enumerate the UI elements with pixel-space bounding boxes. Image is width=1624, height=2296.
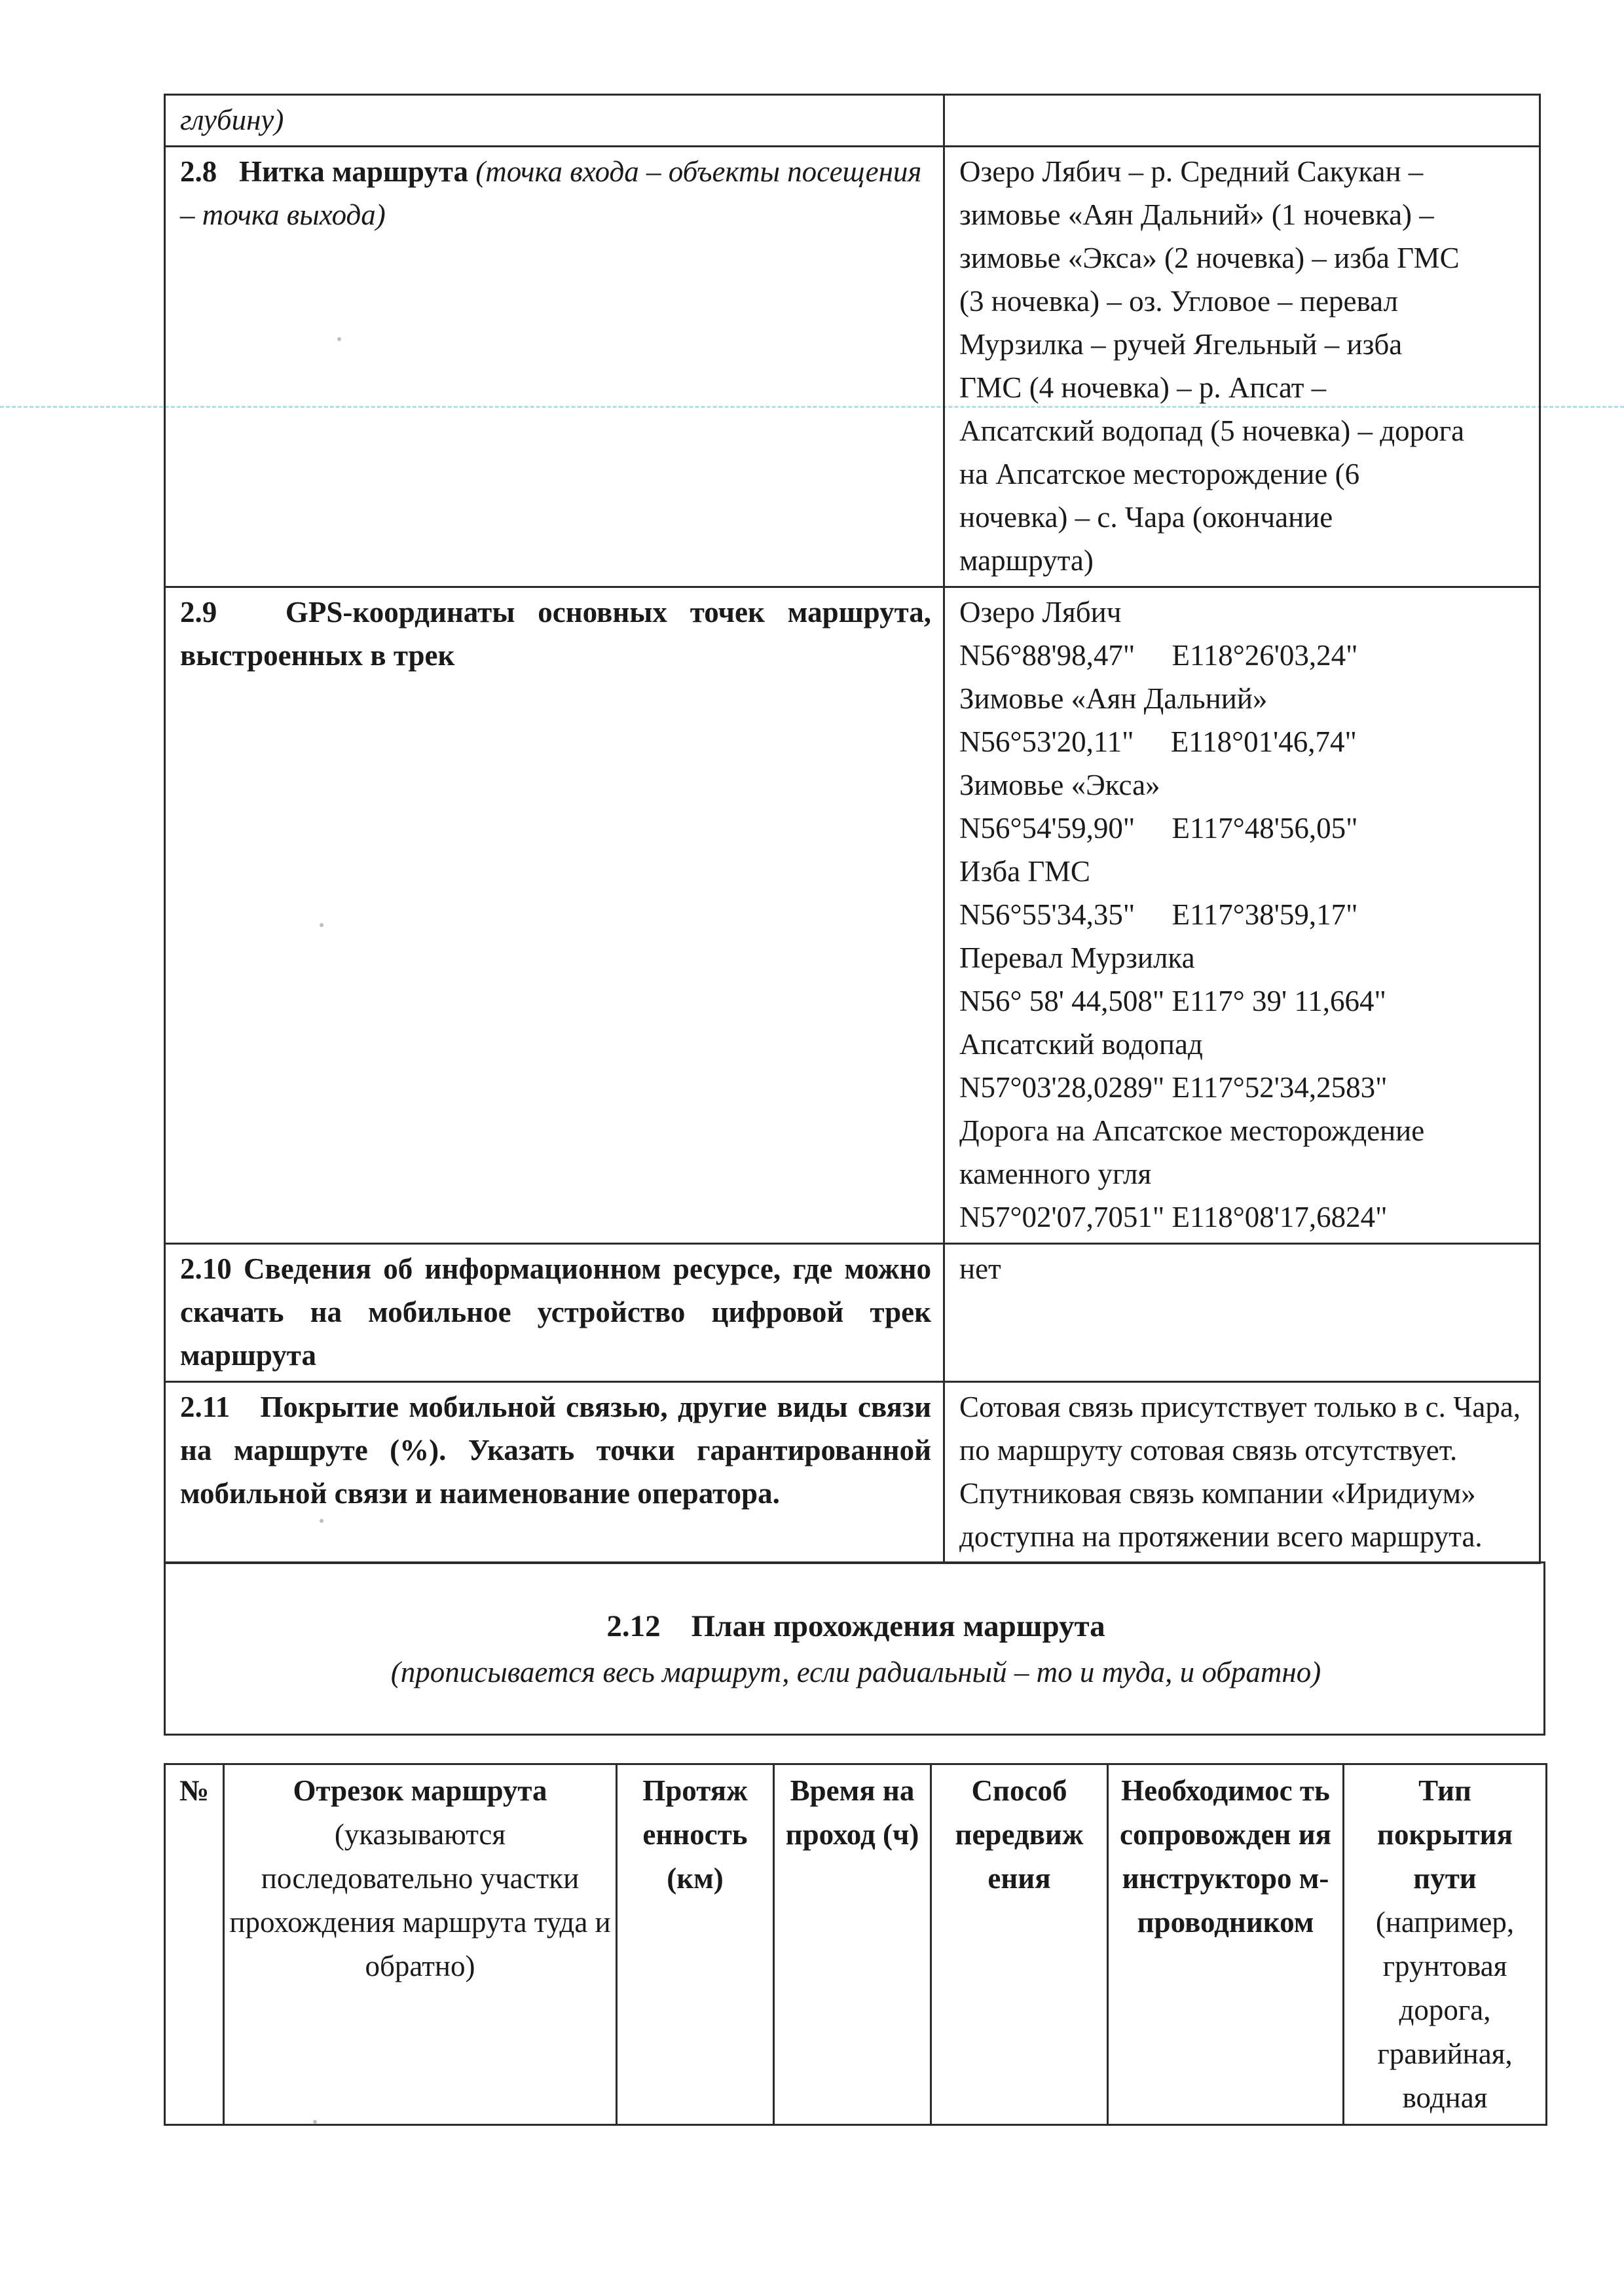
row-2-10-value: нет <box>944 1244 1540 1382</box>
column-header-surface <box>1344 1764 1547 2125</box>
section-number: 2.11 <box>180 1391 231 1423</box>
section-title: GPS-координаты основных точек маршрута, выстроенных в трек <box>180 596 931 672</box>
section-2-12-heading <box>164 1561 1545 1736</box>
row-2-8-value <box>944 147 1540 587</box>
section-number: 2.8 <box>180 155 217 188</box>
route-plan-table <box>164 1763 1547 2126</box>
gps-point-name: Зимовье «Аян Дальний» <box>959 682 1268 715</box>
route-line: Апсатский водопад (5 ночевка) – дорога <box>959 414 1465 447</box>
column-header-transport <box>931 1764 1108 2125</box>
header-label: Время на проход (ч) <box>785 1774 919 1851</box>
column-header-length <box>617 1764 774 2125</box>
header-label: Отрезок маршрута <box>293 1774 547 1807</box>
table-row <box>165 1563 1545 1735</box>
gps-point-coords: N57°03'28,0289" E117°52'34,2583" <box>959 1071 1388 1104</box>
section-title <box>180 1603 1532 1650</box>
header-label: Способ передвиж ения <box>955 1774 1084 1895</box>
gps-point-name: Перевал Мурзилка <box>959 941 1195 974</box>
header-note: (указываются последовательно участки прохождения маршрута туда и обратно) <box>229 1818 611 1982</box>
header-label: Тип покрытия пути <box>1377 1774 1513 1895</box>
gps-point-name: Озеро Лябич <box>959 596 1122 629</box>
heading-cell <box>165 1563 1545 1735</box>
table-row <box>165 1244 1540 1382</box>
header-label: № <box>179 1774 210 1807</box>
prev-row-left: глубину) <box>165 95 944 147</box>
section-number: 2.10 <box>180 1252 232 1285</box>
route-line: Мурзилка – ручей Ягельный – изба <box>959 328 1403 361</box>
route-line: Озеро Лябич – р. Средний Сакукан – <box>959 155 1424 188</box>
route-line: ночевка) – с. Чара (окончание <box>959 501 1333 534</box>
gps-point-coords: N56° 58' 44,508" E117° 39' 11,664" <box>959 985 1386 1017</box>
gps-point-coords: N56°54'59,90" E117°48'56,05" <box>959 812 1358 845</box>
section-title: Нитка маршрута <box>239 155 468 188</box>
gps-point-name: Апсатский водопад <box>959 1028 1203 1061</box>
column-header-guide <box>1108 1764 1344 2125</box>
section-number: 2.9 <box>180 596 217 629</box>
table-row <box>165 95 1540 147</box>
header-label: Необходимос ть сопровожден ия инструкторо м-проводником <box>1120 1774 1331 1939</box>
route-line: на Апсатское месторождение (6 <box>959 458 1360 490</box>
section-title-text: План прохождения маршрута <box>691 1609 1105 1643</box>
header-note: (например, грунтовая дорога, гравийная, водная <box>1375 1906 1515 2114</box>
table-row <box>165 147 1540 587</box>
header-label: Протяж енность (км) <box>642 1774 748 1895</box>
row-2-8-label <box>165 147 944 587</box>
column-header-segment <box>224 1764 617 2125</box>
table-row <box>165 1382 1540 1563</box>
gps-point-coords: N56°88'98,47" E118°26'03,24" <box>959 639 1358 672</box>
table-row <box>165 587 1540 1244</box>
row-2-10-label <box>165 1244 944 1382</box>
route-line: ГМС (4 ночевка) – р. Апсат – <box>959 371 1327 404</box>
route-line: (3 ночевка) – оз. Угловое – перевал <box>959 285 1398 318</box>
gps-point-name: Изба ГМС <box>959 855 1090 888</box>
section-subtitle: (прописывается весь маршрут, если радиальный – то и туда, и обратно) <box>390 1656 1321 1688</box>
prev-row-right <box>944 95 1540 147</box>
gps-point-name: Дорога на Апсатское месторождение каменного угля <box>959 1114 1425 1190</box>
gps-point-name: Зимовье «Экса» <box>959 769 1160 801</box>
gps-point-coords: N56°55'34,35" E117°38'59,17" <box>959 898 1358 931</box>
route-info-table <box>164 94 1541 1564</box>
route-line: зимовье «Экса» (2 ночевка) – изба ГМС <box>959 242 1460 274</box>
gps-point-coords: N57°02'07,7051" E118°08'17,6824" <box>959 1201 1388 1233</box>
row-2-9-value <box>944 587 1540 1244</box>
section-title: Сведения об информационном ресурсе, где можно скачать на мобильное устройство цифровой трек маршрута <box>180 1252 931 1372</box>
row-2-9-label <box>165 587 944 1244</box>
column-header-time <box>774 1764 931 2125</box>
gps-point-coords: N56°53'20,11" E118°01'46,74" <box>959 725 1357 758</box>
column-header-number <box>165 1764 224 2125</box>
row-2-11-label <box>165 1382 944 1563</box>
section-title: Покрытие мобильной связью, другие виды связи на маршруте (%). Указать точки гарантированной мобильной связи и наименование оператора. <box>180 1391 931 1510</box>
section-number: 2.12 <box>606 1609 661 1643</box>
route-line: маршрута) <box>959 544 1094 577</box>
table-header-row <box>165 1764 1547 2125</box>
section-subtitle: (точка входа – объекты посещения – точка выхода) <box>180 155 922 231</box>
route-line: зимовье «Аян Дальний» (1 ночевка) – <box>959 198 1434 231</box>
row-2-11-value: Сотовая связь присутствует только в с. Чара, по маршруту сотовая связь отсутствует. Спутниковая связь компании «Иридиум» доступна на протяжении всего маршрута. <box>944 1382 1540 1563</box>
